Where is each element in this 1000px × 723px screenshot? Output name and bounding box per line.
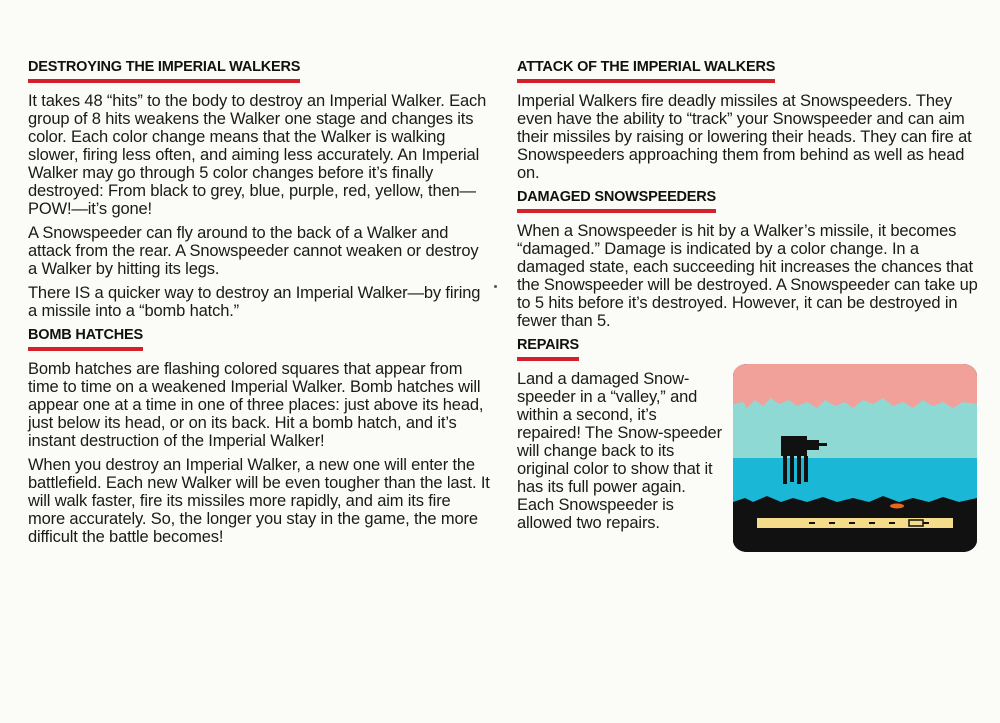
section-bomb-hatches [28, 326, 490, 546]
paragraph: Imperial Walkers fire deadly missiles at Snowspeeders. They even have the ability to “track” your Snowspeeder and can aim their missiles by raising or lowering their heads. They can fire at Snowspeeders approaching them from behind as well as head on. [517, 92, 972, 182]
stray-dot [494, 285, 497, 288]
section-heading: BOMB HATCHES [28, 327, 143, 351]
paragraph: There IS a quicker way to destroy an Imperial Walker—by firing a missile into a “bomb hatch.” [28, 284, 481, 320]
paragraph: It takes 48 “hits” to the body to destroy an Imperial Walker. Each group of 8 hits weakens the Walker one stage and changes its color. Each color change means that the Walker is walking slower, firing less often, and aiming less accurately. An Imperial Walker may go through 5 color changes before it’s finally destroyed: From black to grey, blue, purple, red, yellow, then—POW!—it’s gone! [28, 92, 487, 218]
paragraph: When a Snowspeeder is hit by a Walker’s missile, it becomes “damaged.” Damage is indicated by a color change. In a damaged state, each succeeding hit increases the chances that the Snowspeeder will be destroyed. A Snowspeeder can take up to 5 hits before it’s destroyed. However, it can be destroyed in fewer than 5. [517, 222, 978, 330]
section-heading: ATTACK OF THE IMPERIAL WALKERS [517, 59, 775, 83]
repairs-text [517, 370, 722, 532]
paragraph: A Snowspeeder can fly around to the back of a Walker and attack from the rear. A Snowspeeder cannot weaken or destroy a Walker by hitting its legs. [28, 224, 479, 278]
field-band [733, 458, 977, 502]
snowspeeder-icon [890, 504, 904, 509]
section-heading: DESTROYING THE IMPERIAL WALKERS [28, 59, 300, 83]
section-damaged-snowspeeders [517, 188, 982, 330]
section-destroying-walkers [28, 58, 490, 320]
section-heading: DAMAGED SNOWSPEEDERS [517, 189, 716, 213]
section-attack-walkers [517, 58, 982, 182]
paragraph: When you destroy an Imperial Walker, a new one will enter the battlefield. Each new Walker will be even tougher than the last. It will walk faster, fire its missiles more rapidly, and aim its fire more accurately. So, the longer you stay in the game, the more difficult the battle becomes! [28, 456, 490, 546]
left-column [28, 58, 490, 552]
game-screenshot [733, 364, 977, 552]
paragraph: Bomb hatches are flashing colored squares that appear from time to time on a weakened Imperial Walker. Bomb hatches will appear one at a time in one of three places: just above its head, just below its head, or on its back. Hit a bomb hatch, and it’s instant destruction of the Imperial Walker! [28, 360, 484, 450]
game-screen-walker-and-snowspeeder-icon [733, 364, 977, 552]
section-heading: REPAIRS [517, 337, 579, 361]
mountain-band [733, 398, 977, 460]
paragraph: Land a damaged Snow-speeder in a “valley,” and within a second, it’s repaired! The Snow-speeder will change back to its original color to show that it has its full power again. Each Snowspeeder is allowed two repairs. [517, 370, 722, 532]
